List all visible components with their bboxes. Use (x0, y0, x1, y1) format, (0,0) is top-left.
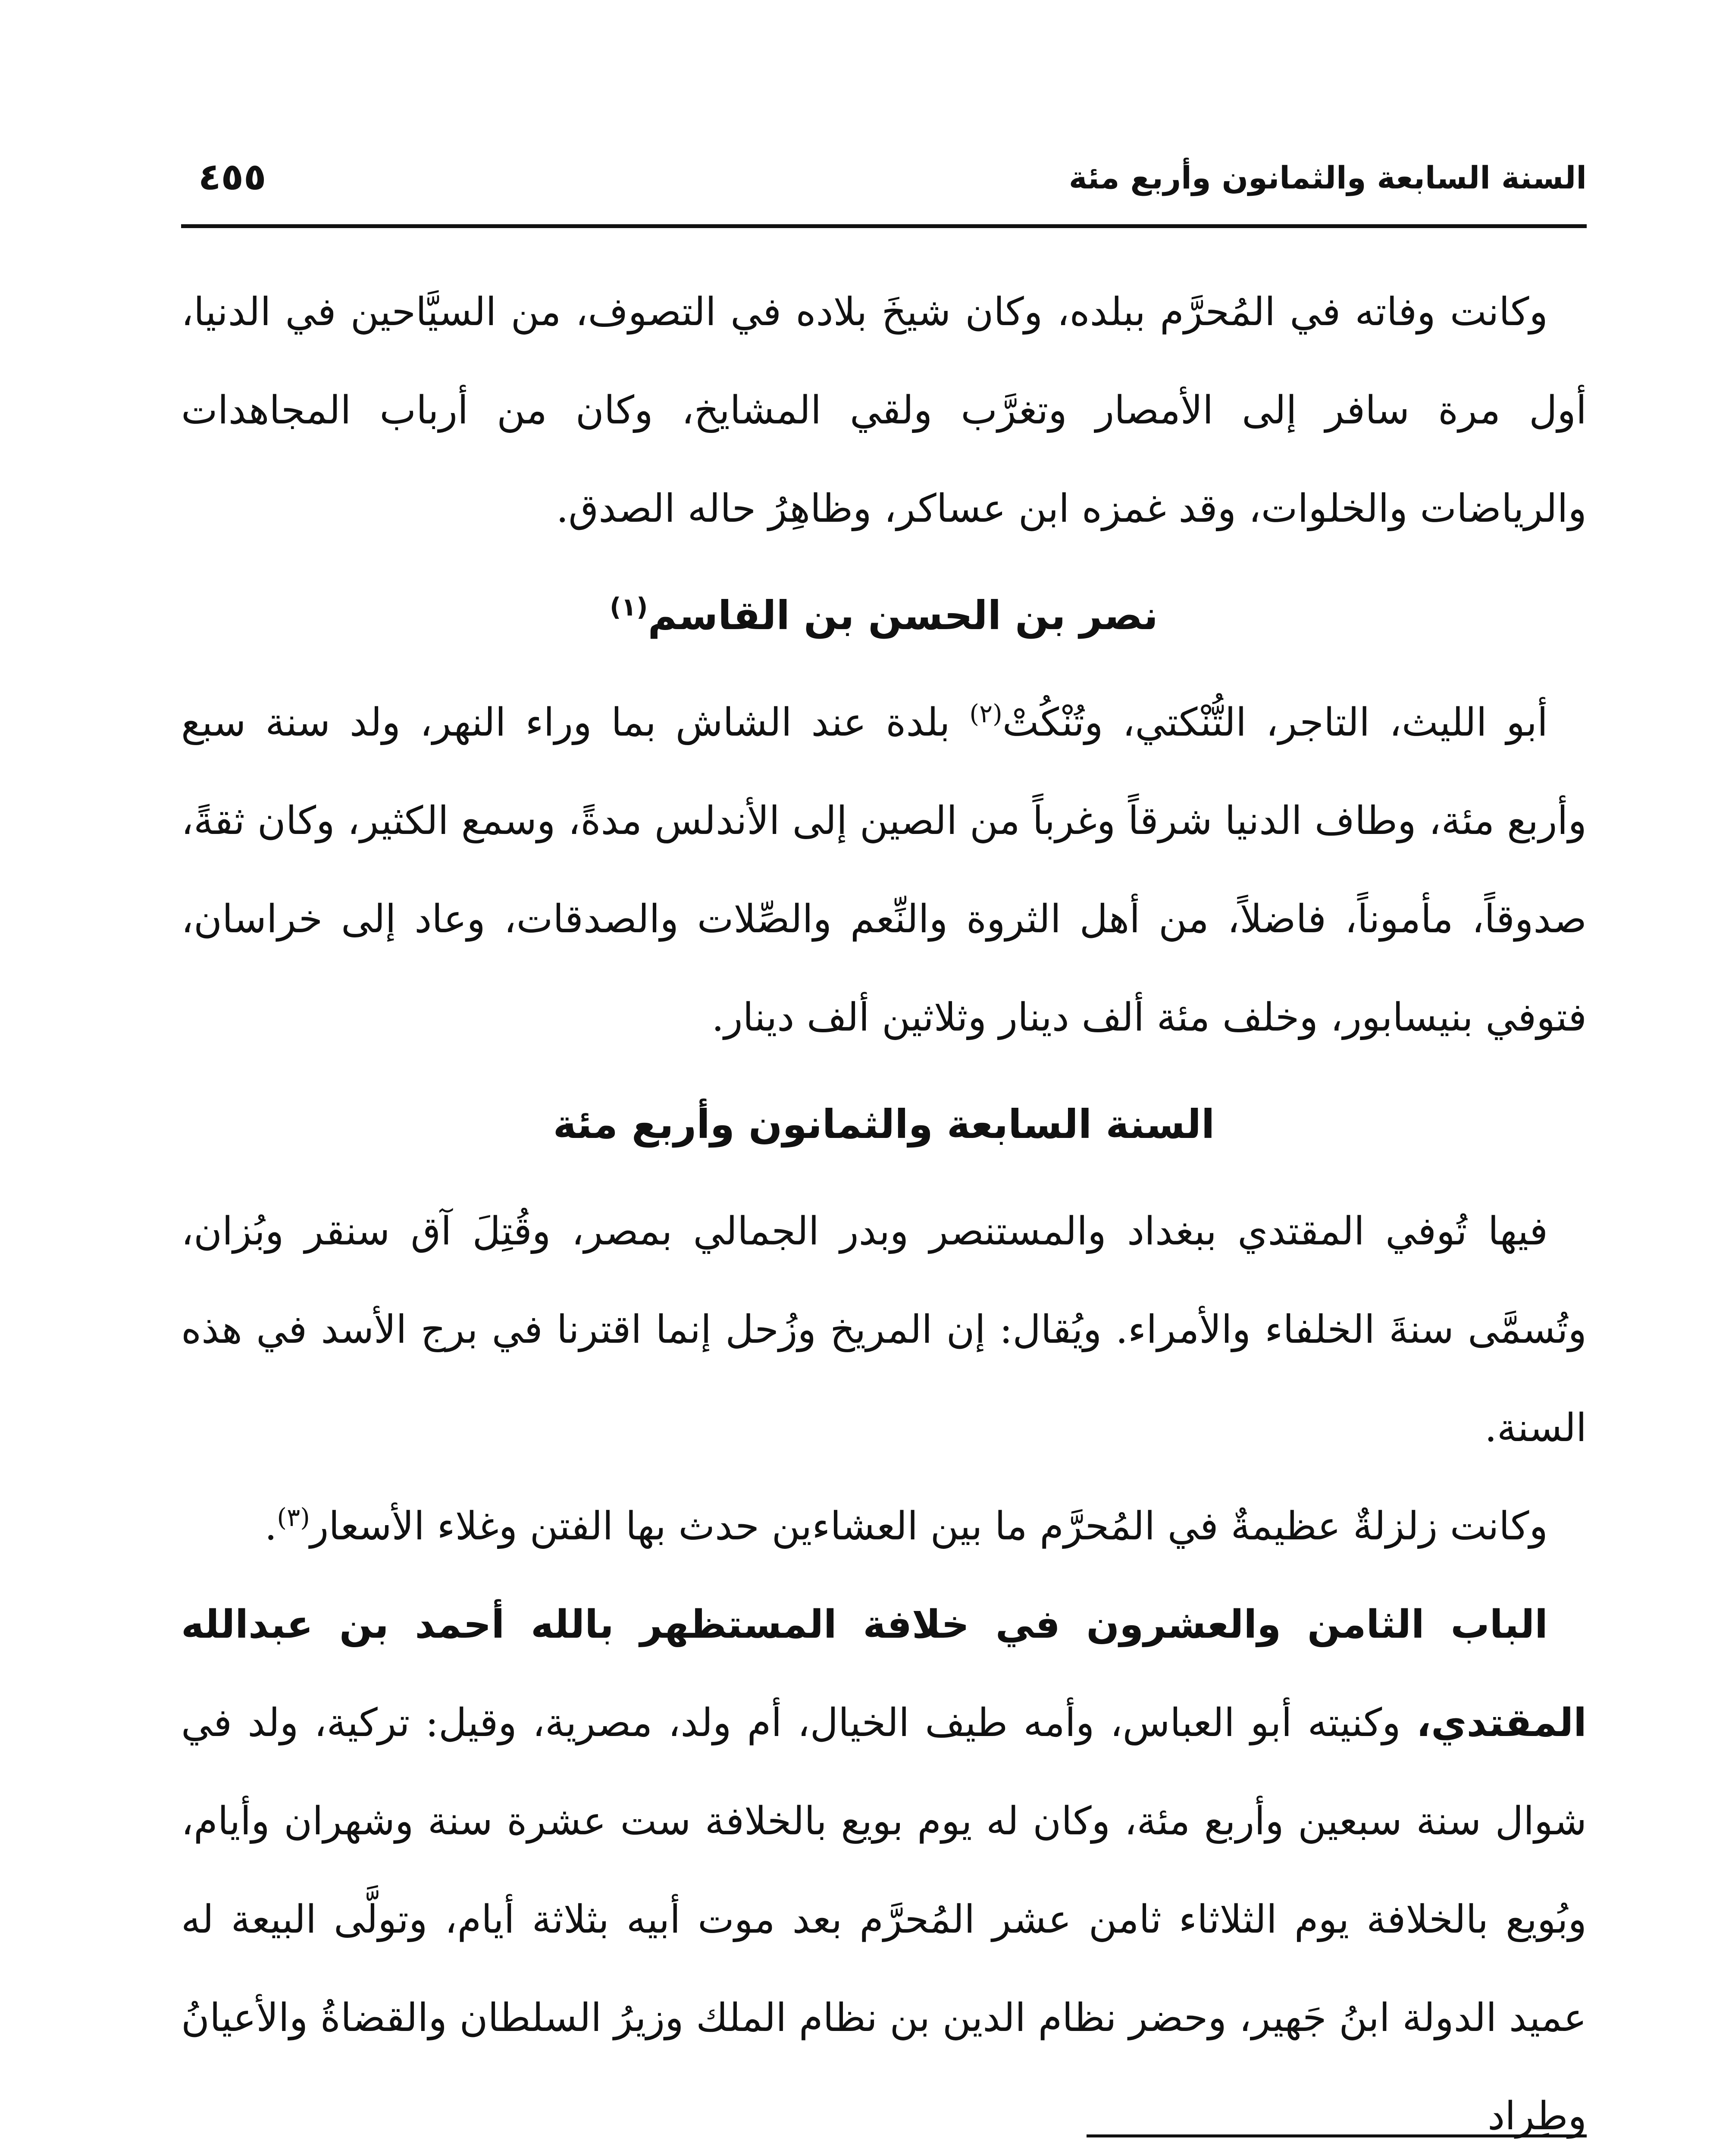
paragraph (181, 1477, 1587, 1576)
paragraph: فيها تُوفي المقتدي ببغداد والمستنصر وبدر الجمالي بمصر، وقُتِلَ آق سنقر وبُزان، وتُسمَّى سنةَ الخلفاء والأمراء. ويُقال: إن المريخ وزُحل إنما اقترنا في برج الأسد في هذه السنة. (181, 1209, 1587, 1451)
paragraph-text: وكنيته أبو العباس، وأمه طيف الخيال، أم ولد، مصرية، وقيل: تركية، ولد في شوال سنة سبعين وأربع مئة، وكان له يوم بويع بالخلافة ست عشرة سنة وشهران وأيام، وبُويع بالخلافة يوم الثلاثاء ثامن عشر المُحرَّم بعد موت أبيه بثلاثة أيام، وتولَّى البيعة له عميد الدولة ابنُ جَهير، وحضر نظام الدين بن نظام الملك وزيرُ السلطان والقضاةُ والأعيانُ وطِراد (181, 1700, 1587, 2139)
footnote-marker: (٣) (277, 1503, 310, 1532)
bold-lead: الباب الثامن والعشرون في خلافة المستظهر بالله أحمد بن عبدالله المقتدي، (181, 1602, 1587, 1745)
paragraph-text: بلدة عند الشاش بما وراء النهر، ولد سنة سبع وأربع مئة، وطاف الدنيا شرقاً وغرباً من الصين إلى الأندلس مدةً، وسمع الكثير، وكان ثقةً، صدوقاً، مأموناً، فاضلاً، من أهل الثروة والنِّعم والصِّلات والصدقات، وعاد إلى خراسان، فتوفي بنيسابور، وخلف مئة ألف دينار وثلاثين ألف دينار. (181, 700, 1587, 1040)
paragraph-text: أبو الليث، التاجر، التُّنْكتي، وتُنْكُتْ (1002, 700, 1548, 745)
book-page (181, 0, 1587, 2156)
footnote-marker: (١) (610, 592, 648, 622)
paragraph-text: وكانت زلزلةٌ عظيمةٌ في المُحرَّم ما بين العشاءين حدث بها الفتن وغلاء الأسعار (310, 1504, 1548, 1549)
page-number: ٤٥٥ (198, 155, 266, 198)
paragraph-end: . (264, 1504, 277, 1549)
footnote-divider (1087, 2134, 1587, 2137)
running-title: السنة السابعة والثمانون وأربع مئة (1068, 160, 1587, 196)
footnote-marker: (٢) (969, 699, 1002, 728)
heading-text: نصر بن الحسن بن القاسم (648, 592, 1158, 639)
paragraph (181, 674, 1587, 1067)
section-heading (181, 567, 1587, 665)
paragraph: وكانت وفاته في المُحرَّم ببلده، وكان شيخَ بلاده في التصوف، من السيَّاحين في الدنيا، أول مرة سافر إلى الأمصار وتغرَّب ولقي المشايخ، وكان من أرباب المجاهدات والرياضات والخلوات، وقد غمزه ابن عساكر، وظاهِرُ حاله الصدق. (181, 289, 1587, 531)
chapter-heading: السنة السابعة والثمانون وأربع مئة (553, 1101, 1215, 1147)
paragraph (181, 1576, 1587, 2156)
page-header (181, 151, 1587, 228)
main-text (181, 263, 1587, 2156)
